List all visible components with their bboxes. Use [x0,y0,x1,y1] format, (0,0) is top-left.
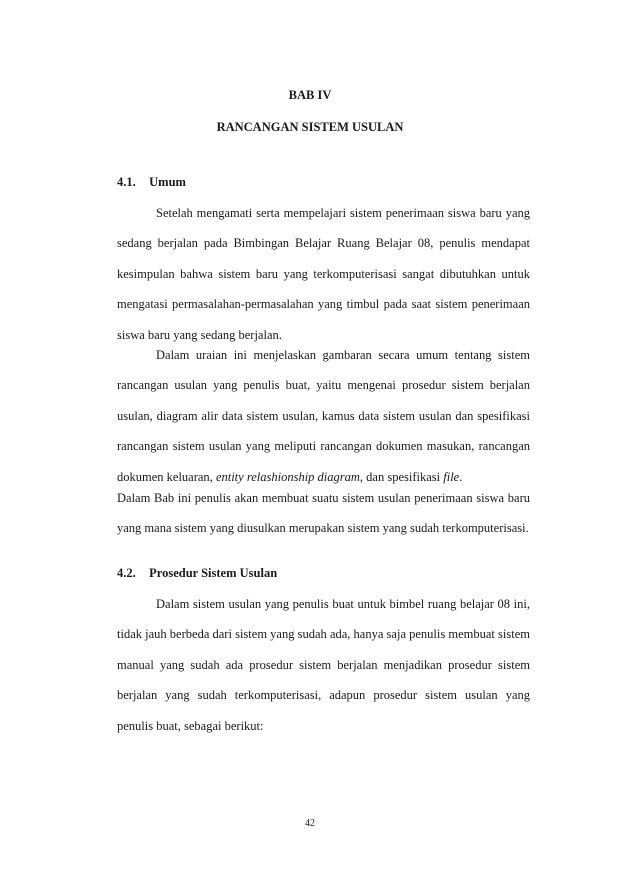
section-heading-umum [117,175,186,190]
section-heading-prosedur [117,566,277,581]
paragraph-umum-1: Setelah mengamati serta mempelajari sistem penerimaan siswa baru yang sedang berjalan pada Bimbingan Belajar Ruang Belajar 08, penulis mendapat kesimpulan bahwa sistem baru yang terkomputerisasi sangat dibutuhkan untuk mengatasi permasalahan-permasalahan yang timbul pada saat sistem penerimaan siswa baru yang sedang berjalan. [117,206,530,342]
paragraph-umum-2 [117,340,530,492]
paragraph-umum-3: Dalam Bab ini penulis akan membuat suatu sistem usulan penerimaan siswa baru yang mana sistem yang diusulkan merupakan sistem yang sudah terkomputerisasi. [117,491,530,536]
chapter-title: RANCANGAN SISTEM USULAN [216,120,404,134]
page-number: 42 [305,818,315,829]
section-title: Umum [149,175,186,189]
paragraph-text: Dalam uraian ini menjelaskan gambaran secara umum tentang sistem rancangan usulan yang penulis buat, yaitu mengenai prosedur sistem berjalan usulan, diagram alir data sistem usulan, kamus data sistem usulan dan spesifikasi rancangan sistem usulan yang meliputi rancangan dokumen masukan, rancangan dokumen keluaran, [117,348,530,484]
paragraph-prosedur-1: Dalam sistem usulan yang penulis buat untuk bimbel ruang belajar 08 ini, tidak jauh berbeda dari sistem yang sudah ada, hanya saja penulis membuat sistem manual yang sudah ada prosedur sistem berjalan menjadikan prosedur sistem berjalan yang sudah terkomputerisasi, adapun prosedur sistem usulan yang penulis buat, sebagai berikut: [117,597,530,733]
italic-term: entity relashionship diagram [215,469,360,484]
paragraph-text: , dan spesifikasi [359,469,444,484]
section-number: 4.1. [117,175,136,189]
paragraph-text: . [459,469,463,484]
section-title: Prosedur Sistem Usulan [149,566,278,580]
section-number: 4.2. [117,566,136,580]
italic-term: file [443,469,460,484]
chapter-number: BAB IV [288,88,332,102]
